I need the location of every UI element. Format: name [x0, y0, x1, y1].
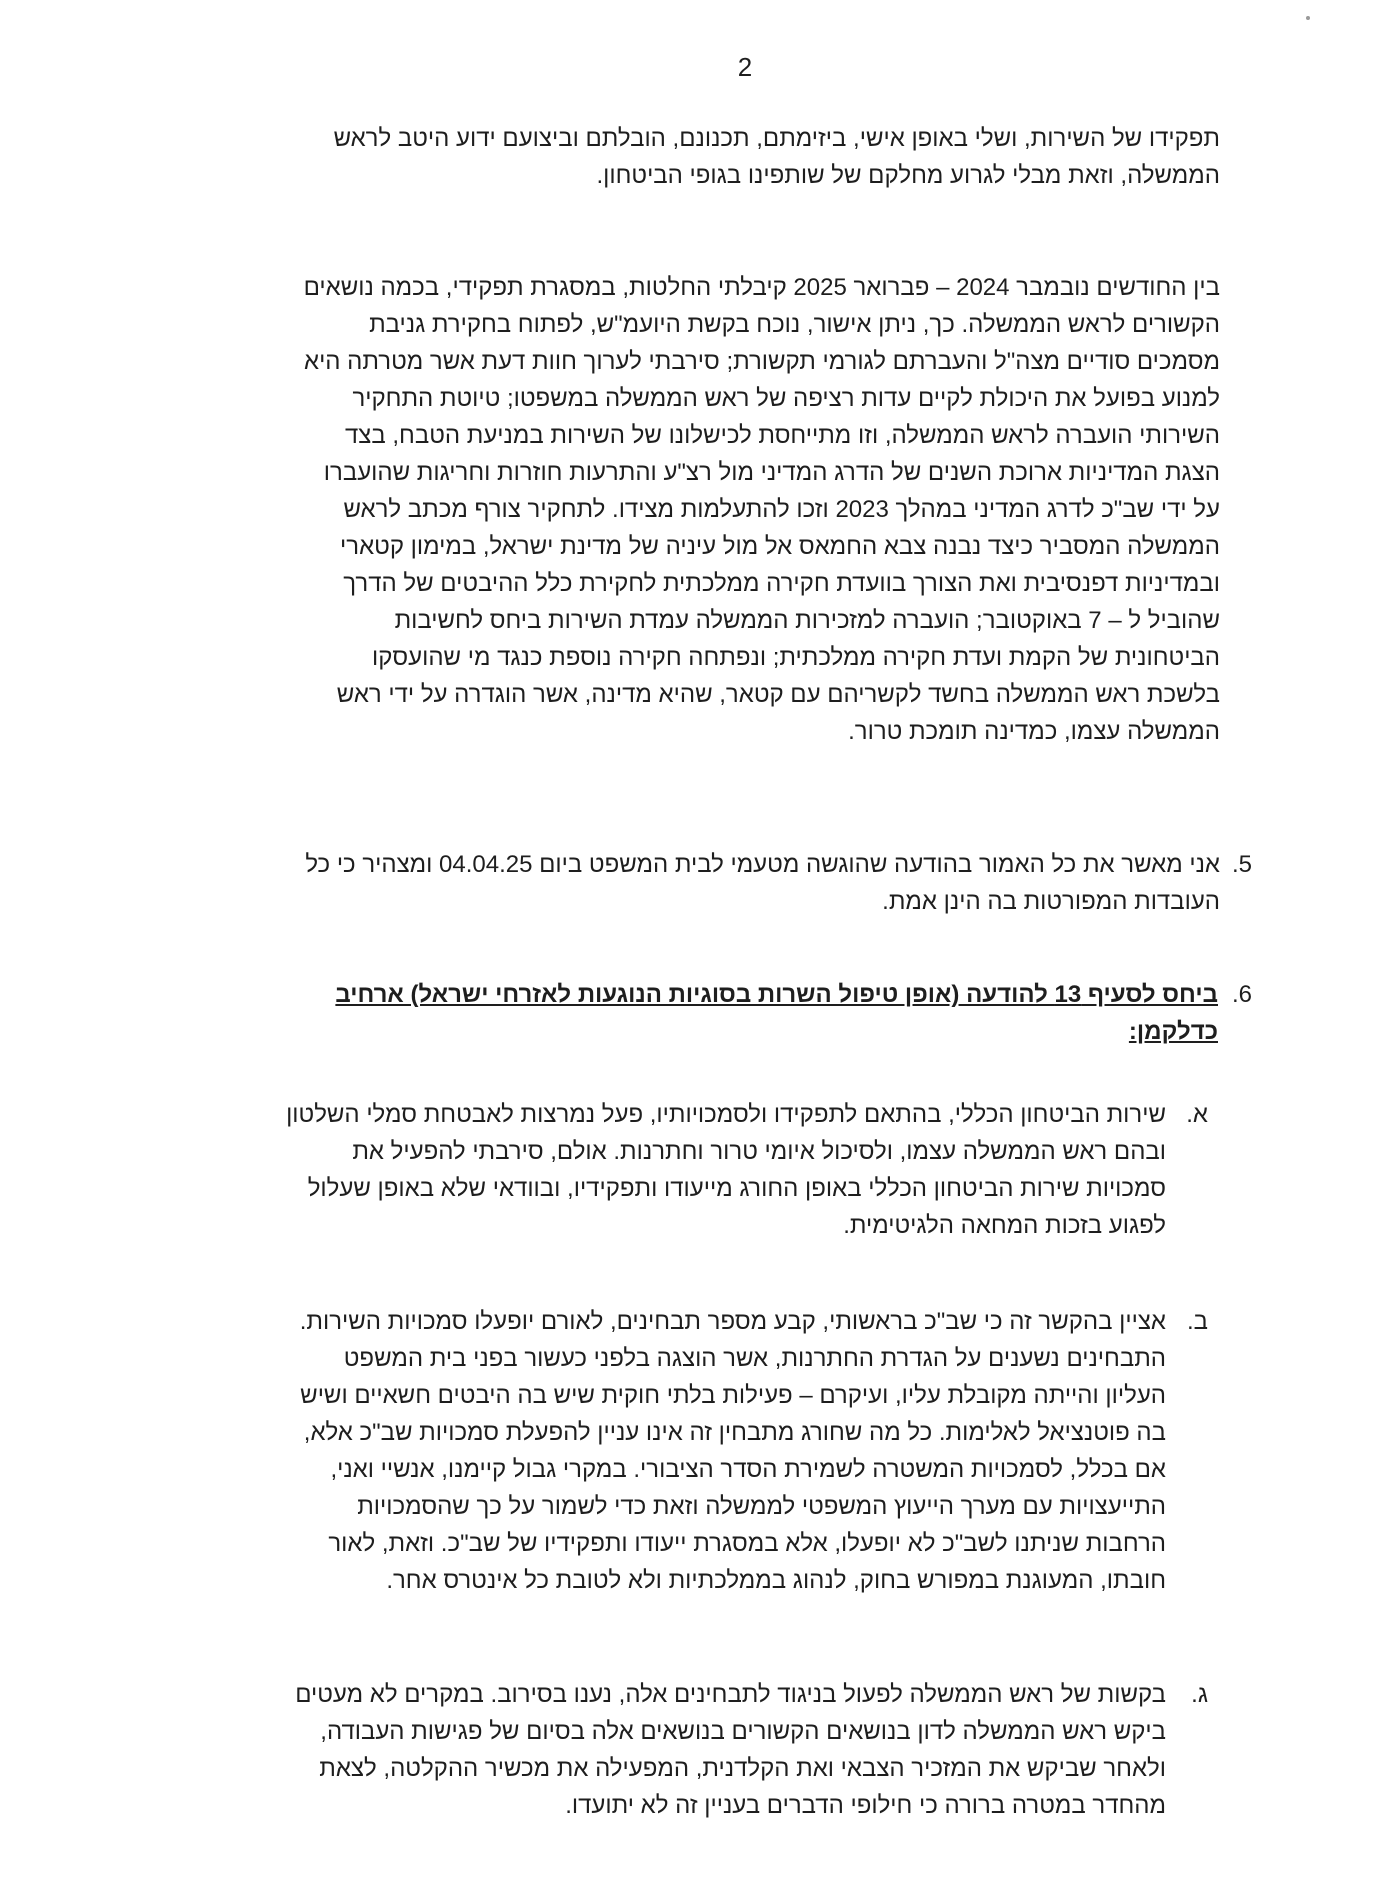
subitem-c-marker: ג. [1191, 1681, 1208, 1708]
item-6-number: 6. [1231, 981, 1252, 1008]
paragraph-line: התבחינים נשענים על הגדרת החתרנות, אשר הוצגה בלפני כעשור בפני בית המשפט [343, 1345, 1166, 1372]
paragraph-line: אם בכלל, לסמכויות המשטרה לשמירת הסדר הציבורי. במקרי גבול קיימנו, אנשיי ואני, [330, 1456, 1166, 1483]
paragraph-line: בין החודשים נובמבר 2024 – פברואר 2025 קיבלתי החלטות, במסגרת תפקידי, בכמה נושאים [303, 274, 1220, 301]
paragraph-line: מהחדר במטרה ברורה כי חילופי הדברים בעניין זה לא יתועדו. [565, 1792, 1166, 1819]
subitem-c-text [206, 1676, 1166, 1824]
heading-line: כדלקמן: [1128, 1018, 1218, 1045]
paragraph-line: ביקש ראש הממשלה לדון בנושאים הקשורים בנושאים אלה בסיום של פגישות העבודה, [320, 1718, 1166, 1745]
paragraph-line: מסמכים סודיים מצה"ל והעברתם לגורמי תקשורת; סירבתי לערוך חוות דעת אשר מטרתה היא [304, 348, 1220, 375]
paragraph-line: השירותי הועברה לראש הממשלה, וזו מתייחסת לכישלונו של השירות במניעת הטבח, בצד [344, 422, 1220, 449]
scan-speck [1306, 16, 1310, 20]
decisions-paragraph [260, 269, 1220, 750]
paragraph-line: סמכויות שירות הביטחון הכללי באופן החורג מייעודו ותפקידיו, ובוודאי שלא באופן שעלול [307, 1175, 1166, 1202]
paragraph-line: התייעצויות עם מערך הייעוץ המשפטי לממשלה וזאת כדי לשמור על כך שהסמכויות [357, 1493, 1166, 1520]
paragraph-line: הביטחונית של הקמת ועדת חקירה ממלכתית; ונפתחה חקירה נוספת כנגד מי שהועסקו [371, 644, 1220, 671]
paragraph-line: תפקידו של השירות, ושלי באופן אישי, ביזימתם, תכנונם, הובלתם וביצועם ידוע היטב לראש [333, 125, 1220, 152]
paragraph-line: ובהם ראש הממשלה עצמו, ולסיכול איומי טרור וחתרנות. אולם, סירבתי להפעיל את [352, 1138, 1166, 1165]
paragraph-line: חובתו, המעוגנת במפורש בחוק, לנהוג בממלכתיות ולא לטובת כל אינטרס אחר. [386, 1567, 1166, 1594]
paragraph-line: העליון והייתה מקובלת עליו, ועיקרם – פעילות בלתי חוקית שיש בה היבטים חשאיים ושיש [300, 1382, 1166, 1409]
paragraph-line: הקשורים לראש הממשלה. כך, ניתן אישור, נוכח בקשת היועמ"ש, לפתוח בחקירת גניבת [369, 311, 1220, 338]
paragraph-line: בה פוטנציאל לאלימות. כל מה שחורג מתבחין זה אינו עניין להפעלת סמכויות שב"כ אלא, [303, 1419, 1166, 1446]
item-6-heading [288, 976, 1218, 1050]
paragraph-line: הצגת המדיניות ארוכת השנים של הדרג המדיני מול רצ"ע והתרעות חוזרות וחריגות שהועברו [323, 459, 1220, 486]
paragraph-line: בלשכת ראש הממשלה בחשד לקשריהם עם קטאר, שהיא מדינה, אשר הוגדרה על ידי ראש [336, 681, 1220, 708]
paragraph-line: שירות הביטחון הכללי, בהתאם לתפקידו ולסמכויותיו, פעל נמרצות לאבטחת סמלי השלטון [286, 1101, 1166, 1128]
paragraph-line: אציין בהקשר זה כי שב"כ בראשותי, קבע מספר תבחינים, לאורם יופעלו סמכויות השירות. [299, 1308, 1166, 1335]
continuation-paragraph [270, 120, 1220, 194]
paragraph-line: שהוביל ל – 7 באוקטובר; הועברה למזכירות הממשלה עמדת השירות ביחס לחשיבות [394, 607, 1220, 634]
item-5-number: 5. [1231, 851, 1252, 878]
paragraph-line: למנוע בפועל את היכולת לקיים עדות רציפה של ראש הממשלה במשפטו; טיוטת התחקיר [352, 385, 1220, 412]
paragraph-line: לפגוע בזכות המחאה הלגיטימית. [843, 1212, 1166, 1239]
paragraph-line: ולאחר שביקש את המזכיר הצבאי ואת הקלדנית, המפעילה את מכשיר ההקלטה, לצאת [319, 1755, 1166, 1782]
subitem-b-marker: ב. [1186, 1308, 1208, 1335]
paragraph-line: העובדות המפורטות בה הינן אמת. [882, 888, 1220, 915]
subitem-a-text [216, 1096, 1166, 1244]
paragraph-line: הממשלה, וזאת מבלי לגרוע מחלקם של שותפינו בגופי הביטחון. [596, 162, 1220, 189]
paragraph-line: בקשות של ראש הממשלה לפעול בניגוד לתבחינים אלה, נענו בסירוב. במקרים לא מעטים [295, 1681, 1166, 1708]
paragraph-line: אני מאשר את כל האמור בהודעה שהוגשה מטעמי לבית המשפט ביום 04.04.25 ומצהיר כי כל [305, 851, 1220, 878]
paragraph-line: הממשלה עצמו, כמדינה תומכת טרור. [848, 718, 1220, 745]
subitem-a-marker: א. [1186, 1101, 1208, 1128]
heading-line: ביחס לסעיף 13 להודעה (אופן טיפול השרות בסוגיות הנוגעות לאזרחי ישראל) ארחיב [335, 981, 1218, 1008]
paragraph-line: הממשלה המסביר כיצד נבנה צבא החמאס אל מול עיניה של מדינת ישראל, במימון קטארי [340, 533, 1220, 560]
paragraph-line: הרחבות שניתנו לשב"כ לא יופעלו, אלא במסגרת ייעודו ותפקידיו של שב"כ. וזאת, לאור [328, 1530, 1166, 1557]
item-5-text [260, 846, 1220, 920]
paragraph-line: ובמדיניות דפנסיבית ואת הצורך בוועדת חקירה ממלכתית לחקירת כלל ההיבטים של הדרך [343, 570, 1220, 597]
subitem-b-text [206, 1303, 1166, 1599]
page-number: 2 [737, 52, 753, 82]
paragraph-line: על ידי שב"כ לדרג המדיני במהלך 2023 וזכו להתעלמות מצידו. לתחקיר צורף מכתב לראש [343, 496, 1220, 523]
